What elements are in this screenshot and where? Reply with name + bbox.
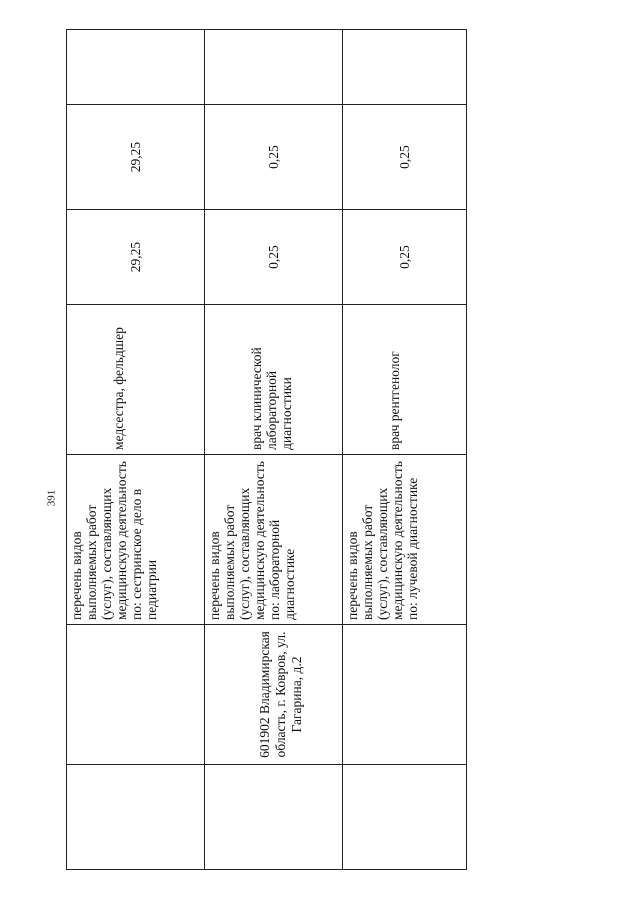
page-number: 391 (45, 489, 58, 507)
cell-work-list: перечень видов выполняемых работ (услуг), составляющих медицинскую деятельность по: сестринское дело в педиатрии (67, 455, 205, 625)
cell-work-list: перечень видов выполняемых работ (услуг), составляющих медицинскую деятельность по: лучевой диагностике (343, 455, 467, 625)
cell-position: врач рентгенолог (343, 305, 467, 455)
cell-address: 601902 Владимирская область, г. Ковров, ул. Гагарина, д.2 (205, 625, 343, 765)
cell-address (67, 625, 205, 765)
document-table-rotated (66, 30, 466, 870)
cell-value-2: 0,25 (343, 105, 467, 210)
cell-blank (67, 765, 205, 870)
table-row (205, 30, 343, 870)
cell-blank (205, 765, 343, 870)
table-row (67, 30, 205, 870)
cell-value-2: 29,25 (67, 105, 205, 210)
cell-value-1: 0,25 (343, 210, 467, 305)
cell-value-1: 29,25 (67, 210, 205, 305)
cell-value-2: 0,25 (205, 105, 343, 210)
cell-position: врач клинической лабораторной диагностики (205, 305, 343, 455)
cell-value-1: 0,25 (205, 210, 343, 305)
table-row (343, 30, 467, 870)
cell-extra (343, 30, 467, 105)
staffing-table (66, 29, 467, 870)
cell-position: медсестра, фельдшер (67, 305, 205, 455)
cell-extra (205, 30, 343, 105)
cell-address (343, 625, 467, 765)
cell-blank (343, 765, 467, 870)
cell-extra (67, 30, 205, 105)
cell-work-list: перечень видов выполняемых работ (услуг), составляющих медицинскую деятельность по: лабораторной диагностике (205, 455, 343, 625)
